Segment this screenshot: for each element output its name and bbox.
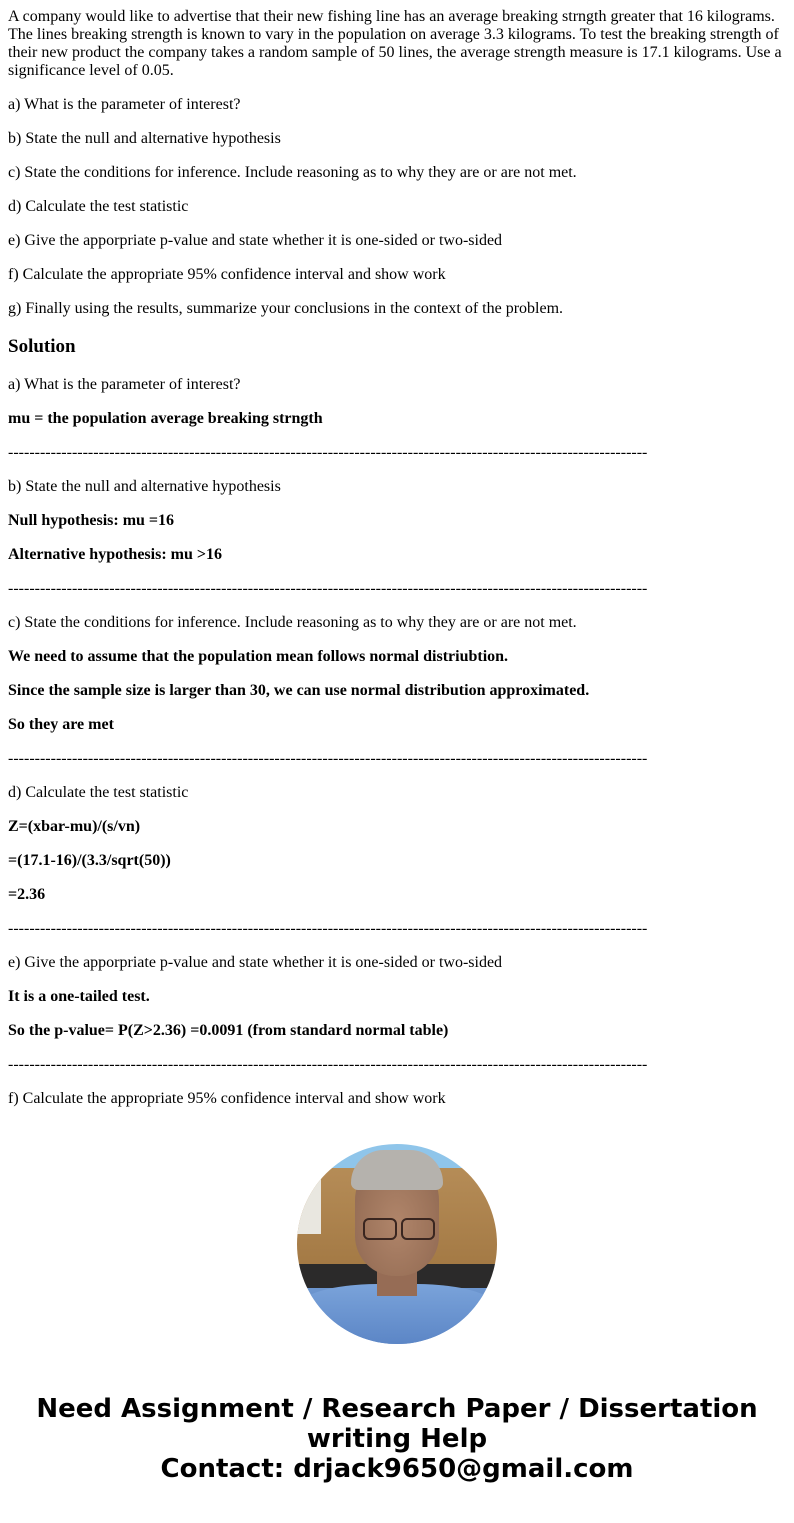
question-part-g: g) Finally using the results, summarize your conclusions in the context of the problem. bbox=[8, 300, 564, 317]
divider: ------------------------------------------------------------------------------------------------------------------------ bbox=[8, 1056, 648, 1073]
promo-contact: Contact: drjack9650@gmail.com bbox=[160, 1454, 634, 1484]
solution-d-result: =2.36 bbox=[8, 886, 46, 903]
question-intro: A company would like to advertise that their new fishing line has an average breaking strngth greater that 16 kilograms. The lines breaking strength is known to vary in the population on average 3.3 kilograms. To test the breaking strength of their new product the company takes a random sample of 50 lines, the average strength measure is 17.1 kilograms. Use a significance level of 0.05. bbox=[8, 8, 782, 79]
question-part-e: e) Give the apporpriate p-value and state whether it is one-sided or two-sided bbox=[8, 232, 503, 249]
solution-f-prompt: f) Calculate the appropriate 95% confidence interval and show work bbox=[8, 1090, 446, 1107]
solution-b-prompt: b) State the null and alternative hypothesis bbox=[8, 478, 281, 495]
promo-line-1: Need Assignment / Research Paper / Dissertation bbox=[36, 1394, 758, 1424]
solution-c-answer-1: We need to assume that the population mean follows normal distriubtion. bbox=[8, 648, 509, 665]
avatar bbox=[297, 1144, 497, 1344]
solution-c-answer-3: So they are met bbox=[8, 716, 114, 733]
avatar-container bbox=[0, 1144, 794, 1344]
solution-d-substitution: =(17.1-16)/(3.3/sqrt(50)) bbox=[8, 852, 171, 869]
question-part-b: b) State the null and alternative hypothesis bbox=[8, 130, 281, 147]
solution-c-prompt: c) State the conditions for inference. Include reasoning as to why they are or are not met. bbox=[8, 614, 577, 631]
solution-b-null: Null hypothesis: mu =16 bbox=[8, 512, 175, 529]
question-part-a: a) What is the parameter of interest? bbox=[8, 96, 241, 113]
divider: ------------------------------------------------------------------------------------------------------------------------ bbox=[8, 750, 648, 767]
solution-b-alternative: Alternative hypothesis: mu >16 bbox=[8, 546, 222, 563]
solution-e-prompt: e) Give the apporpriate p-value and state whether it is one-sided or two-sided bbox=[8, 954, 503, 971]
solution-a-answer: mu = the population average breaking strngth bbox=[8, 410, 323, 427]
solution-c-answer-2: Since the sample size is larger than 30, we can use normal distribution approximated. bbox=[8, 682, 590, 699]
solution-d-prompt: d) Calculate the test statistic bbox=[8, 784, 189, 801]
solution-a-prompt: a) What is the parameter of interest? bbox=[8, 376, 241, 393]
solution-d-formula: Z=(xbar-mu)/(s/vn) bbox=[8, 818, 141, 835]
solution-e-answer-2: So the p-value= P(Z>2.36) =0.0091 (from standard normal table) bbox=[8, 1022, 449, 1039]
promo-line-2: writing Help bbox=[306, 1424, 488, 1454]
promo-banner bbox=[0, 1394, 794, 1504]
divider: ------------------------------------------------------------------------------------------------------------------------ bbox=[8, 580, 648, 597]
divider: ------------------------------------------------------------------------------------------------------------------------ bbox=[8, 920, 648, 937]
question-part-f: f) Calculate the appropriate 95% confidence interval and show work bbox=[8, 266, 446, 283]
solution-e-answer-1: It is a one-tailed test. bbox=[8, 988, 150, 1005]
question-part-c: c) State the conditions for inference. Include reasoning as to why they are or are not met. bbox=[8, 164, 577, 181]
solution-heading: Solution bbox=[8, 336, 76, 357]
question-part-d: d) Calculate the test statistic bbox=[8, 198, 189, 215]
divider: ------------------------------------------------------------------------------------------------------------------------ bbox=[8, 444, 648, 461]
